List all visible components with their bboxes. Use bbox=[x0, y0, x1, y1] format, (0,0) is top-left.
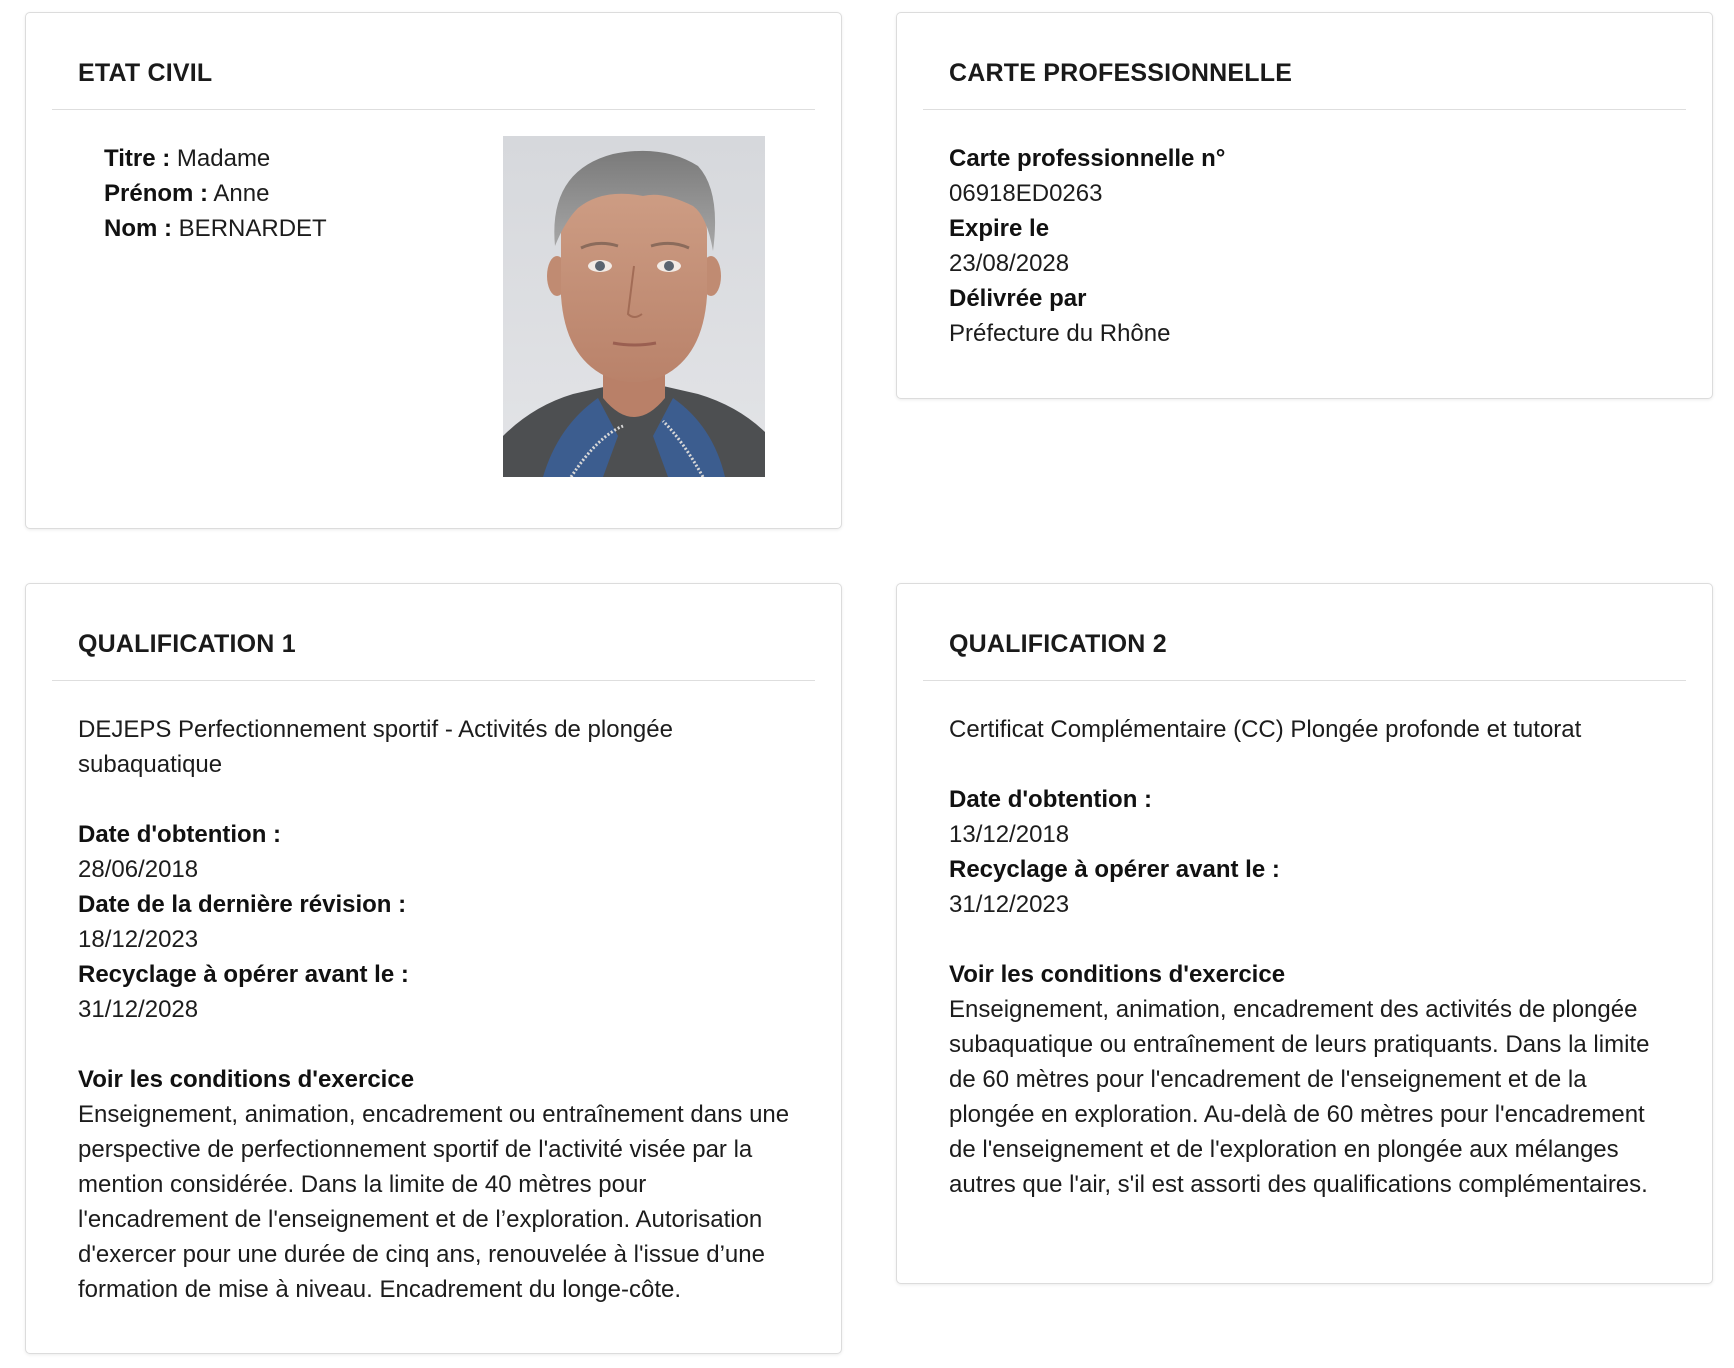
obtention-label: Date d'obtention : bbox=[949, 786, 1153, 813]
titre-label: Titre : bbox=[104, 145, 171, 172]
revision-label: Date de la dernière révision : bbox=[78, 891, 407, 918]
nom-row bbox=[104, 211, 464, 246]
obtention-value: 13/12/2018 bbox=[949, 821, 1070, 848]
etat-civil-card bbox=[25, 12, 842, 529]
carte-pro-heading: CARTE PROFESSIONNELLE bbox=[949, 59, 1293, 87]
expire-value: 23/08/2028 bbox=[949, 250, 1070, 277]
divider bbox=[923, 109, 1686, 110]
nom-label: Nom : bbox=[104, 215, 172, 242]
delivree-label: Délivrée par bbox=[949, 285, 1087, 312]
divider bbox=[52, 109, 815, 110]
etat-civil-fields bbox=[104, 141, 464, 246]
recyclage-value: 31/12/2028 bbox=[78, 996, 199, 1023]
qualification-2-title: Certificat Complémentaire (CC) Plongée profonde et tutorat bbox=[949, 716, 1582, 743]
qualification-1-fields bbox=[78, 712, 793, 1307]
conditions-text: Enseignement, animation, encadrement des activités de plongée subaquatique ou entraînement de leurs pratiquants. Dans la limite de 60 mètres pour l'encadrement de l'enseignement et de la plongée en exploration. Au-delà de 60 mètres pour l'encadrement de l'enseignement et de l'exploration en plongée aux mélanges autres que l'air, s'il est assorti des qualifications complémentaires. bbox=[949, 996, 1650, 1198]
divider bbox=[52, 680, 815, 681]
recyclage-value: 31/12/2023 bbox=[949, 891, 1070, 918]
conditions-text: Enseignement, animation, encadrement ou entraînement dans une perspective de perfectionnement sportif de l'activité visée par la mention considérée. Dans la limite de 40 mètres pour l'encadrement de l'enseignement et de l’exploration. Autorisation d'exercer pour une durée de cinq ans, renouvelée à l'issue d’une formation de mise à niveau. Encadrement du longe-côte. bbox=[78, 1101, 790, 1303]
qualification-1-heading: QUALIFICATION 1 bbox=[78, 630, 296, 658]
delivree-value: Préfecture du Rhône bbox=[949, 320, 1171, 347]
recyclage-label: Recyclage à opérer avant le : bbox=[78, 961, 409, 988]
qualification-1-card bbox=[25, 583, 842, 1354]
carte-numero-value: 06918ED0263 bbox=[949, 180, 1103, 207]
revision-value: 18/12/2023 bbox=[78, 926, 199, 953]
carte-pro-fields bbox=[949, 141, 1664, 351]
conditions-link[interactable]: Voir les conditions d'exercice bbox=[949, 961, 1286, 988]
expire-label: Expire le bbox=[949, 215, 1050, 242]
qualification-1-title: DEJEPS Perfectionnement sportif - Activités de plongée subaquatique bbox=[78, 716, 673, 778]
prenom-row bbox=[104, 176, 464, 211]
etat-civil-heading: ETAT CIVIL bbox=[78, 59, 213, 87]
prenom-label: Prénom : bbox=[104, 180, 209, 207]
qualification-2-card bbox=[896, 583, 1713, 1284]
nom-value: BERNARDET bbox=[178, 215, 327, 242]
titre-value: Madame bbox=[176, 145, 271, 172]
carte-professionnelle-card bbox=[896, 12, 1713, 399]
obtention-label: Date d'obtention : bbox=[78, 821, 282, 848]
qualification-2-heading: QUALIFICATION 2 bbox=[949, 630, 1167, 658]
prenom-value: Anne bbox=[213, 180, 270, 207]
recyclage-label: Recyclage à opérer avant le : bbox=[949, 856, 1280, 883]
titre-row bbox=[104, 141, 464, 176]
identity-photo bbox=[503, 136, 765, 477]
divider bbox=[923, 680, 1686, 681]
qualification-2-fields bbox=[949, 712, 1664, 1202]
conditions-link[interactable]: Voir les conditions d'exercice bbox=[78, 1066, 415, 1093]
obtention-value: 28/06/2018 bbox=[78, 856, 199, 883]
carte-numero-label: Carte professionnelle n° bbox=[949, 145, 1226, 172]
portrait-image bbox=[503, 136, 765, 477]
